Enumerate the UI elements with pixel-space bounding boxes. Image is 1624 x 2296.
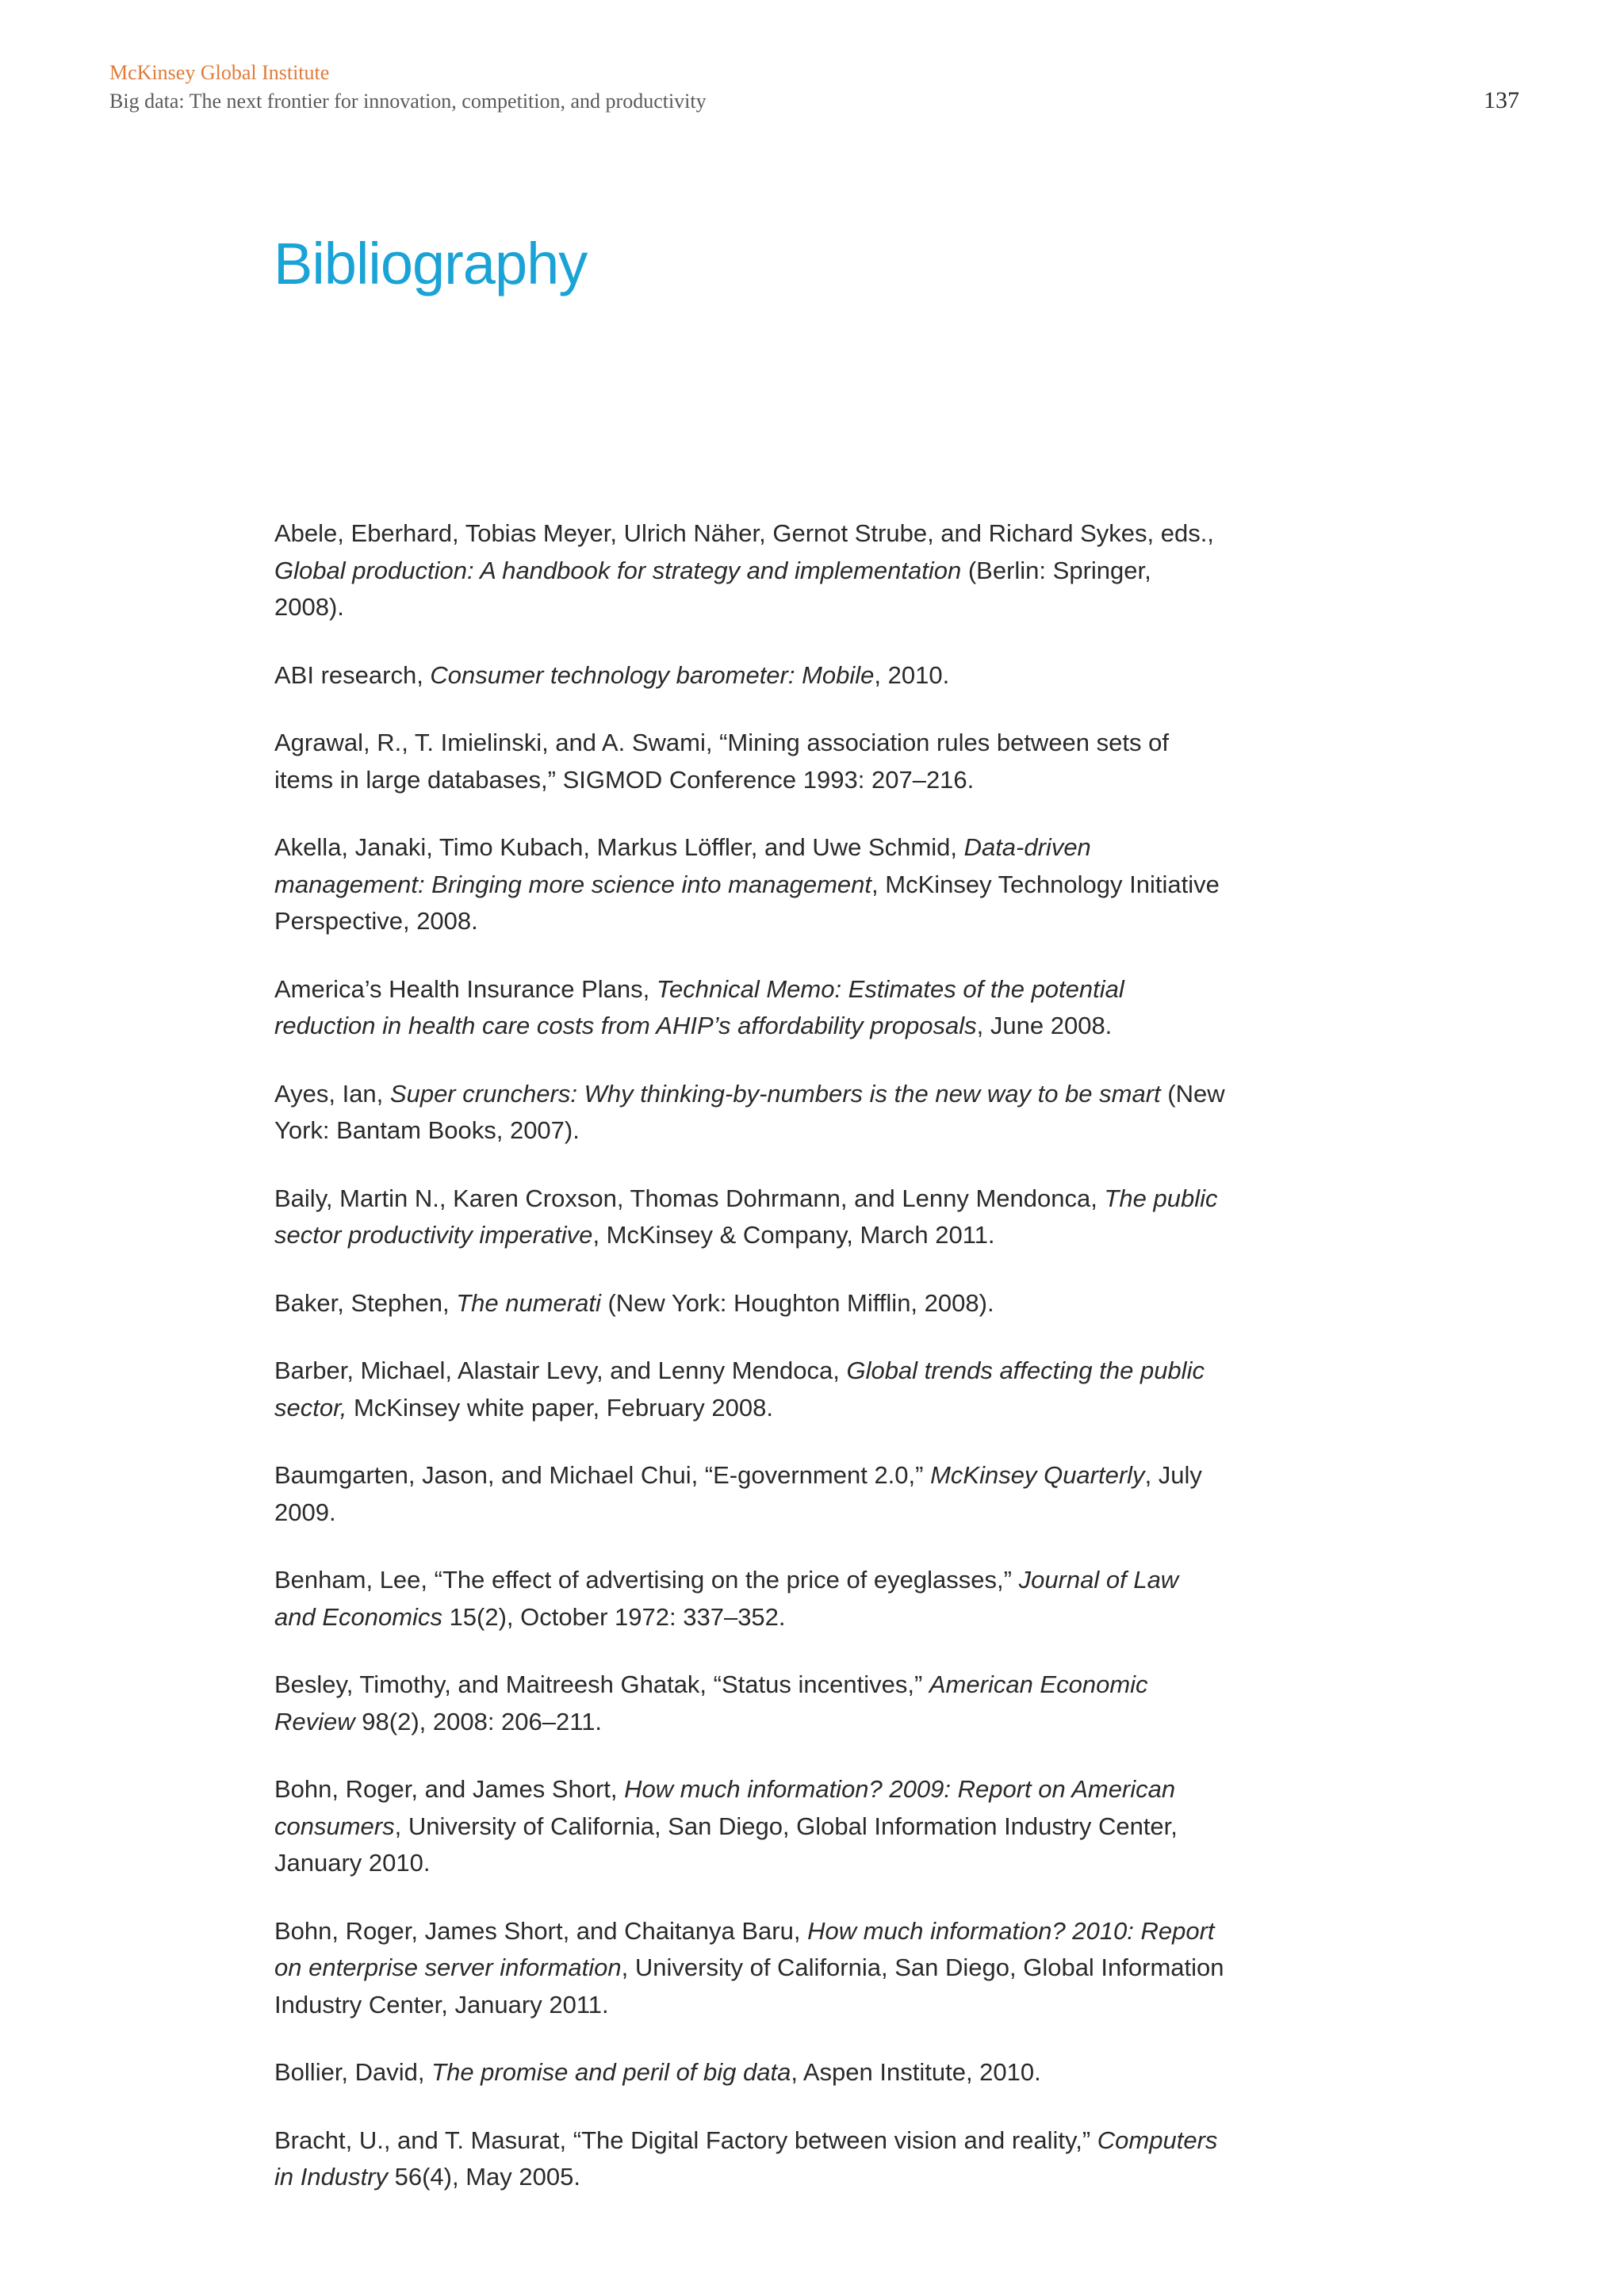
page-title: Bibliography bbox=[274, 231, 588, 297]
entry-title-italic: Technical Memo: Estimates of the potential reduction in health care costs from AHIP’s affordability proposals bbox=[274, 974, 1124, 1039]
entry-text: Benham, Lee, “The effect of advertising on the price of eyeglasses,” bbox=[274, 1566, 1019, 1594]
entry-title-italic: The promise and peril of big data bbox=[431, 2058, 791, 2086]
entry-title-italic: The numerati bbox=[456, 1288, 601, 1317]
entry-text: America’s Health Insurance Plans, bbox=[274, 974, 657, 1003]
entry-text: Agrawal, R., T. Imielinski, and A. Swami, “Mining association rules between sets of items in large databases,” SIGMOD Conference 1993: 207–216. bbox=[274, 729, 1169, 794]
entry-title-italic: Super crunchers: Why thinking-by-numbers is the new way to be smart bbox=[389, 1079, 1161, 1108]
entry-text: Ayes, Ian, bbox=[274, 1079, 390, 1108]
entry-text: (Berlin: Springer, 2008). bbox=[274, 556, 1151, 621]
bibliography-entry bbox=[274, 1181, 1226, 1254]
entry-text: 98(2), 2008: 206–211. bbox=[354, 1707, 603, 1735]
entry-text: , University of California, San Diego, Global Information Industry Center, January 2010. bbox=[274, 1812, 1178, 1877]
entry-text: Bohn, Roger, James Short, and Chaitanya Baru, bbox=[274, 1916, 808, 1945]
entry-title-italic: Data-driven management: Bringing more science into management bbox=[274, 833, 1091, 898]
bibliography-entry bbox=[274, 829, 1226, 940]
entry-text: ABI research, bbox=[274, 660, 431, 689]
entry-text: Bracht, U., and T. Masurat, “The Digital Factory between vision and reality,” bbox=[274, 2126, 1097, 2154]
entry-title-italic: American Economic Review bbox=[274, 1670, 1148, 1735]
entry-text: 56(4), May 2005. bbox=[388, 2163, 580, 2191]
entry-title-italic: How much information? 2009: Report on American consumers bbox=[274, 1775, 1176, 1840]
bibliography-entry bbox=[274, 1353, 1226, 1426]
bibliography-entry bbox=[274, 2122, 1226, 2196]
bibliography-entry bbox=[274, 971, 1226, 1045]
entry-text: , McKinsey Technology Initiative Perspective, 2008. bbox=[274, 870, 1220, 935]
bibliography-entry bbox=[274, 1913, 1226, 2024]
entry-text: McKinsey white paper, February 2008. bbox=[347, 1393, 773, 1422]
entry-text: Barber, Michael, Alastair Levy, and Lenny Mendoca, bbox=[274, 1357, 847, 1384]
header-report-title: Big data: The next frontier for innovation, competition, and productivity bbox=[109, 90, 707, 113]
entry-text: , 2010. bbox=[874, 660, 950, 689]
entry-title-italic: The public sector productivity imperative bbox=[274, 1184, 1218, 1249]
entry-text: , June 2008. bbox=[976, 1012, 1113, 1039]
bibliography-entry bbox=[274, 657, 1226, 695]
entry-text: Akella, Janaki, Timo Kubach, Markus Löffler, and Uwe Schmid, bbox=[274, 833, 964, 861]
header-org: McKinsey Global Institute bbox=[109, 61, 330, 84]
bibliography-entry bbox=[274, 515, 1226, 626]
entry-text: Baker, Stephen, bbox=[274, 1288, 457, 1317]
entry-title-italic: How much information? 2010: Report on enterprise server information bbox=[274, 1916, 1215, 1981]
entry-text: , McKinsey & Company, March 2011. bbox=[592, 1221, 995, 1249]
entry-text: Bohn, Roger, and James Short, bbox=[274, 1775, 625, 1803]
entry-text: (New York: Bantam Books, 2007). bbox=[274, 1079, 1225, 1144]
entry-text: Baumgarten, Jason, and Michael Chui, “E-government 2.0,” bbox=[274, 1461, 931, 1489]
entry-title-italic: Global production: A handbook for strategy and implementation bbox=[274, 556, 962, 584]
entry-text: Bollier, David, bbox=[274, 2058, 432, 2086]
entry-text: , University of California, San Diego, Global Information Industry Center, January 2011. bbox=[274, 1954, 1224, 2019]
bibliography-entry bbox=[274, 1285, 1226, 1322]
entry-title-italic: Global trends affecting the public sector, bbox=[274, 1357, 1205, 1422]
entry-text: Baily, Martin N., Karen Croxson, Thomas Dohrmann, and Lenny Mendonca, bbox=[274, 1184, 1105, 1212]
bibliography-entry bbox=[274, 1667, 1226, 1740]
entry-title-italic: McKinsey Quarterly bbox=[930, 1461, 1145, 1489]
entry-text: Besley, Timothy, and Maitreesh Ghatak, “Status incentives,” bbox=[274, 1670, 929, 1698]
bibliography-list bbox=[274, 515, 1226, 2227]
bibliography-entry bbox=[274, 2054, 1226, 2091]
entry-text: Abele, Eberhard, Tobias Meyer, Ulrich Näher, Gernot Strube, and Richard Sykes, eds., bbox=[274, 519, 1214, 547]
bibliography-entry bbox=[274, 1562, 1226, 1636]
bibliography-entry bbox=[274, 1076, 1226, 1150]
entry-text: , July 2009. bbox=[274, 1461, 1202, 1526]
entry-title-italic: Computers in Industry bbox=[274, 2126, 1218, 2191]
bibliography-entry bbox=[274, 1457, 1226, 1531]
bibliography-entry bbox=[274, 1771, 1226, 1882]
entry-text: , Aspen Institute, 2010. bbox=[791, 2058, 1041, 2086]
entry-text: (New York: Houghton Mifflin, 2008). bbox=[600, 1288, 994, 1317]
running-header bbox=[109, 59, 707, 116]
entry-title-italic: Consumer technology barometer: Mobile bbox=[430, 660, 875, 689]
entry-text: 15(2), October 1972: 337–352. bbox=[442, 1602, 786, 1631]
page-number: 137 bbox=[1484, 87, 1519, 113]
bibliography-entry bbox=[274, 725, 1226, 798]
entry-title-italic: Journal of Law and Economics bbox=[274, 1566, 1179, 1631]
